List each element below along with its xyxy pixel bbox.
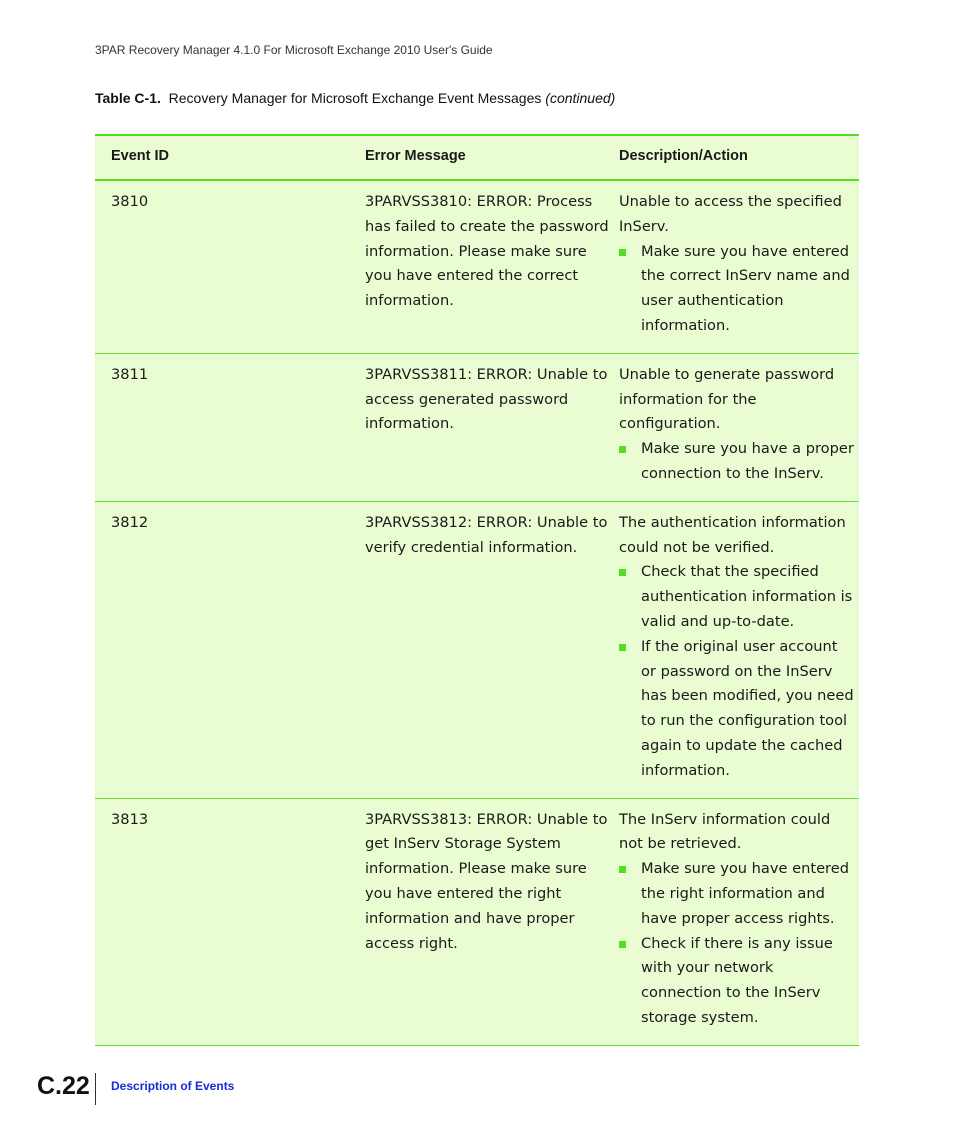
column-header-error-message: Error Message bbox=[365, 148, 466, 164]
error-message-cell: 3PARVSS3811: ERROR: Unable to access generated password information. bbox=[365, 365, 608, 433]
error-message-cell: 3PARVSS3812: ERROR: Unable to verify credential information. bbox=[365, 513, 608, 556]
error-message-cell: 3PARVSS3810: ERROR: Process has failed to create the password information. Please make sure you have entered the correct information. bbox=[365, 193, 609, 310]
bullet-square-icon bbox=[619, 644, 626, 651]
action-item bbox=[619, 857, 855, 931]
action-list bbox=[619, 857, 855, 1031]
action-text: Make sure you have entered the correct InServ name and user authentication information. bbox=[641, 242, 850, 334]
description-text: Unable to generate password information for the configuration. bbox=[619, 365, 835, 433]
table-caption-continued: (continued) bbox=[545, 90, 616, 106]
action-item bbox=[619, 932, 855, 1031]
action-text: Make sure you have entered the right information and have proper access rights. bbox=[641, 860, 849, 927]
footer-divider bbox=[95, 1073, 96, 1105]
description-cell bbox=[619, 502, 859, 798]
action-list bbox=[619, 560, 855, 783]
error-message-cell: 3PARVSS3813: ERROR: Unable to get InServ Storage System information. Please make sure you have entered the right information and have proper access right. bbox=[365, 810, 608, 952]
table-row bbox=[95, 799, 859, 1045]
description-text: The authentication information could not be verified. bbox=[619, 513, 846, 556]
description-text: The InServ information could not be retrieved. bbox=[619, 810, 831, 853]
table-caption-label: Table C-1. bbox=[95, 90, 161, 106]
bullet-square-icon bbox=[619, 941, 626, 948]
event-id-cell: 3810 bbox=[111, 193, 149, 210]
event-id-cell: 3813 bbox=[111, 810, 149, 828]
bullet-square-icon bbox=[619, 446, 626, 453]
table-row bbox=[95, 181, 859, 354]
action-text: Check if there is any issue with your network connection to the InServ storage system. bbox=[641, 934, 833, 1026]
action-list bbox=[619, 240, 855, 339]
section-link[interactable]: Description of Events bbox=[111, 1079, 235, 1093]
action-item bbox=[619, 560, 855, 634]
action-item bbox=[619, 240, 855, 339]
table-row bbox=[95, 354, 859, 502]
column-header-event-id: Event ID bbox=[111, 148, 170, 164]
table-row bbox=[95, 502, 859, 799]
bullet-square-icon bbox=[619, 866, 626, 873]
action-text: If the original user account or password on the InServ has been modified, you need to run the configuration tool again to update the cached information. bbox=[641, 637, 854, 779]
bullet-square-icon bbox=[619, 569, 626, 576]
page-number: C.22 bbox=[37, 1072, 90, 1100]
column-header-description: Description/Action bbox=[619, 148, 748, 164]
table-caption bbox=[95, 90, 615, 106]
event-id-cell: 3812 bbox=[111, 513, 149, 531]
action-item bbox=[619, 635, 855, 784]
running-header: 3PAR Recovery Manager 4.1.0 For Microsoft Exchange 2010 User's Guide bbox=[95, 43, 493, 57]
table-header-row bbox=[95, 136, 859, 181]
action-list bbox=[619, 437, 855, 487]
event-id-cell: 3811 bbox=[111, 365, 149, 383]
action-text: Check that the specified authentication information is valid and up-to-date. bbox=[641, 563, 853, 630]
bullet-square-icon bbox=[619, 249, 626, 256]
event-messages-table bbox=[95, 134, 859, 1046]
table-caption-text: Recovery Manager for Microsoft Exchange Event Messages bbox=[168, 90, 542, 106]
description-cell bbox=[619, 354, 859, 501]
description-text: Unable to access the specified InServ. bbox=[619, 193, 842, 235]
action-text: Make sure you have a proper connection to the InServ. bbox=[641, 440, 854, 482]
action-item bbox=[619, 437, 855, 487]
description-cell bbox=[619, 799, 859, 1045]
description-cell bbox=[619, 181, 859, 353]
